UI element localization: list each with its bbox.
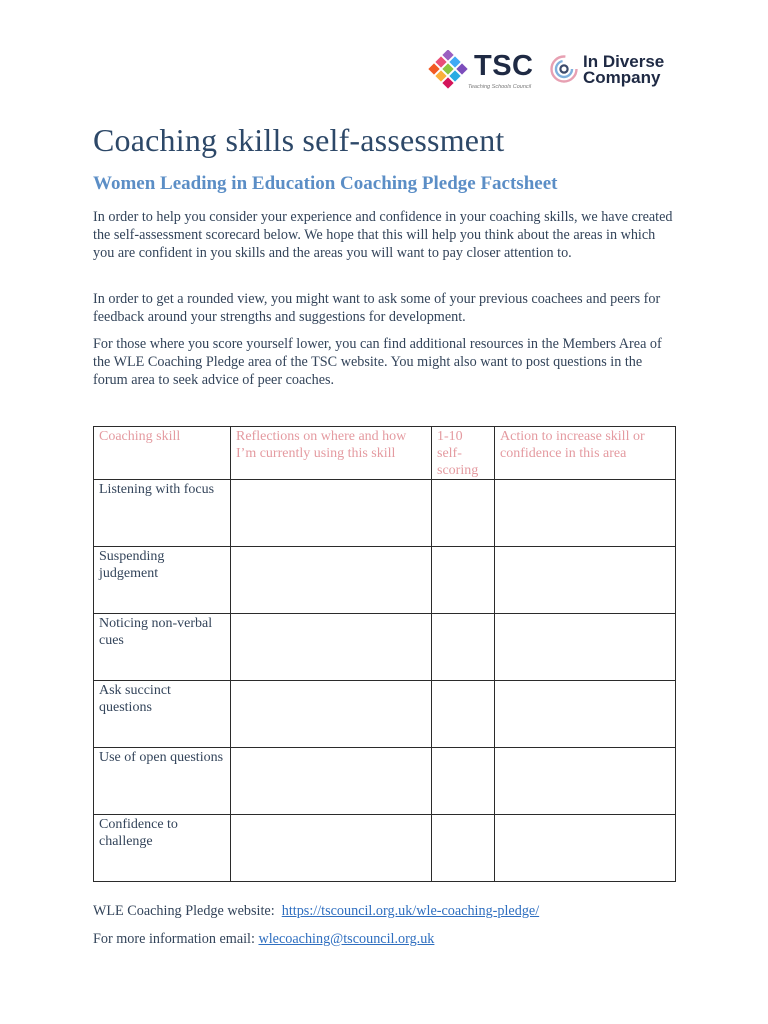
intro-paragraph: In order to help you consider your experience and confidence in your coaching skills, we have created the self-assessment scorecard below. We hope that this will help you think about the areas in which you are confident in you skills and the areas you will want to pay closer attention to. [93, 209, 673, 261]
feedback-paragraph: In order to get a rounded view, you might want to ask some of your previous coachees and peers for feedback around your strengths and suggestions for development. [93, 291, 661, 325]
tsc-logo-tagline: Teaching Schools Council [468, 84, 532, 90]
reflection-cell[interactable] [231, 815, 432, 882]
skill-cell: Ask succinct questions [94, 681, 231, 748]
table-row [94, 480, 676, 547]
resources-paragraph: For those where you score yourself lower, you can find additional resources in the Members Area of the WLE Coaching Pledge area of the TSC website. You might also want to post questions in the forum area to seek advice of peer coaches. [93, 336, 662, 388]
header-self-scoring: 1-10 self-scoring [432, 427, 495, 480]
tsc-logo-text: TSC [474, 50, 534, 82]
score-cell[interactable] [432, 748, 495, 815]
page-subtitle: Women Leading in Education Coaching Pledge Factsheet [93, 173, 558, 194]
skill-cell: Use of open questions [94, 748, 231, 815]
reflection-cell[interactable] [231, 614, 432, 681]
skill-cell: Confidence to challenge [94, 815, 231, 882]
score-cell[interactable] [432, 681, 495, 748]
website-line [93, 903, 539, 920]
table-row [94, 681, 676, 748]
header-action: Action to increase skill or confidence in this area [495, 427, 676, 480]
reflection-cell[interactable] [231, 547, 432, 614]
reflection-cell[interactable] [231, 681, 432, 748]
table-row [94, 614, 676, 681]
in-diverse-company-logo-text: In Diverse Company [583, 52, 665, 87]
header-reflections: Reflections on where and how I’m currently using this skill [231, 427, 432, 480]
website-label: WLE Coaching Pledge website: [93, 903, 275, 919]
action-cell[interactable] [495, 614, 676, 681]
skill-cell: Suspending judgement [94, 547, 231, 614]
email-link[interactable]: wlecoaching@tscouncil.org.uk [258, 931, 435, 947]
score-cell[interactable] [432, 815, 495, 882]
email-line [93, 931, 434, 948]
table-row [94, 547, 676, 614]
action-cell[interactable] [495, 681, 676, 748]
skill-cell: Noticing non-verbal cues [94, 614, 231, 681]
table-row [94, 748, 676, 815]
table-header-row [94, 427, 676, 480]
header-coaching-skill: Coaching skill [94, 427, 231, 480]
tsc-diamond-logo-icon [428, 50, 472, 90]
website-link[interactable]: https://tscouncil.org.uk/wle-coaching-pledge/ [281, 903, 540, 919]
score-cell[interactable] [432, 614, 495, 681]
reflection-cell[interactable] [231, 748, 432, 815]
self-assessment-table [93, 426, 676, 882]
score-cell[interactable] [432, 547, 495, 614]
action-cell[interactable] [495, 547, 676, 614]
skill-cell: Listening with focus [94, 480, 231, 547]
email-label: For more information email: [93, 931, 255, 947]
score-cell[interactable] [432, 480, 495, 547]
in-diverse-company-logo-icon [549, 54, 579, 84]
header-logos [428, 48, 678, 98]
action-cell[interactable] [495, 748, 676, 815]
action-cell[interactable] [495, 815, 676, 882]
action-cell[interactable] [495, 480, 676, 547]
table-row [94, 815, 676, 882]
page-title: Coaching skills self-assessment [93, 122, 505, 158]
reflection-cell[interactable] [231, 480, 432, 547]
